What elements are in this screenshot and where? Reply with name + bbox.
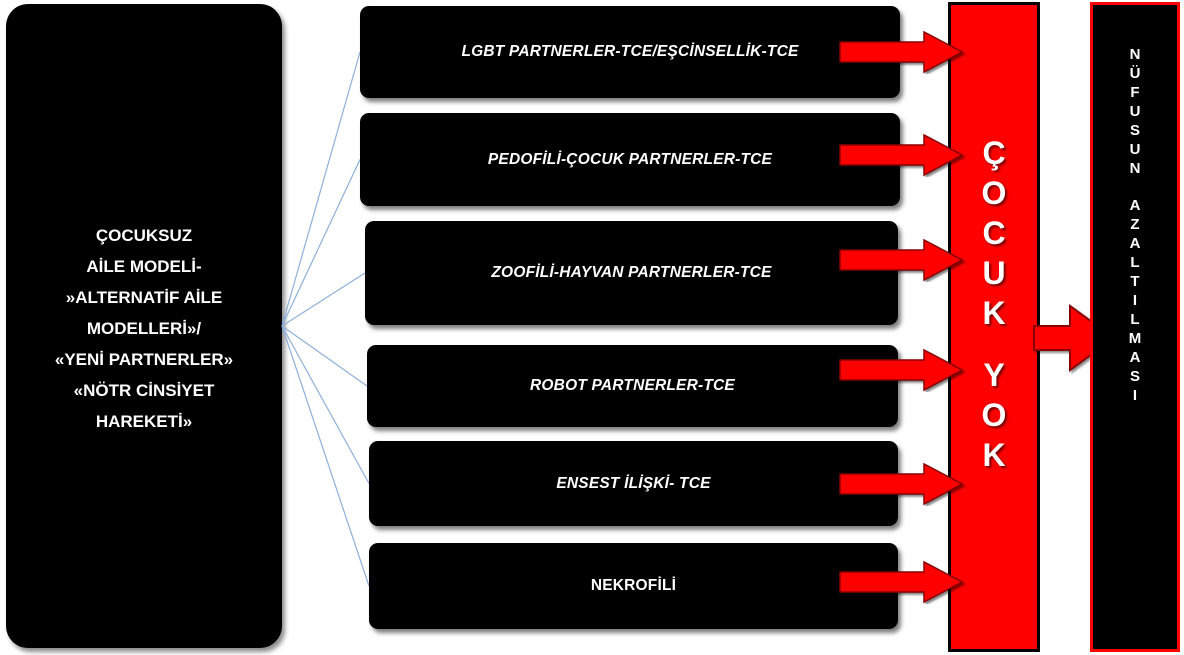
result-letter: C (982, 215, 1006, 251)
result-letter: K (982, 295, 1006, 331)
root-line: HAREKETİ» (95, 411, 193, 431)
branch-label: LGBT PARTNERLER-TCE/EŞCİNSELLİK-TCE (461, 43, 799, 60)
result-letter: O (981, 175, 1007, 211)
branch-box (369, 441, 898, 526)
right-arrow-icon (838, 348, 968, 392)
outcome-letter: M (1128, 330, 1142, 347)
outcome-letter: N (1129, 46, 1141, 63)
root-line: ÇOCUKSUZ (95, 225, 193, 245)
result-letter: Ç (982, 135, 1006, 171)
outcome-letter: Z (1130, 216, 1140, 233)
outcome-bar-nufusun-azaltilmasi (1090, 2, 1180, 652)
outcome-letter: I (1132, 387, 1138, 404)
branch-label: ENSEST İLİŞKİ- TCE (556, 474, 711, 492)
root-line: AİLE MODELİ- (86, 256, 202, 276)
outcome-letter: S (1129, 122, 1140, 139)
outcome-letter: T (1130, 273, 1140, 290)
outcome-letter: L (1130, 254, 1140, 271)
branch-box (360, 113, 900, 206)
outcome-letter: A (1129, 197, 1141, 214)
outcome-letter: I (1132, 292, 1138, 309)
outcome-letter: U (1129, 141, 1141, 158)
root-line: »ALTERNATİF AİLE (65, 287, 223, 307)
branch-box (369, 543, 898, 629)
result-bar-cocuk-yok (948, 2, 1040, 652)
right-arrow-icon (838, 133, 968, 177)
outcome-letter: N (1129, 160, 1141, 177)
right-arrow-icon (838, 238, 968, 282)
right-arrow-icon (838, 30, 968, 74)
branch-label: ZOOFİLİ-HAYVAN PARTNERLER-TCE (491, 264, 772, 281)
outcome-text (1093, 45, 1177, 405)
branch-box (360, 6, 900, 98)
connector-line (282, 326, 369, 586)
connector-line (282, 326, 369, 484)
result-letter: K (982, 437, 1006, 473)
outcome-letter: A (1129, 235, 1141, 252)
root-line: MODELLERİ»/ (86, 318, 202, 338)
branch-label: NEKROFİLİ (590, 577, 677, 594)
root-line: «YENİ PARTNERLER» (54, 349, 234, 369)
outcome-letter: F (1130, 84, 1140, 101)
outcome-letter: Ü (1129, 65, 1141, 82)
outcome-letter: U (1129, 103, 1141, 120)
outcome-letter: A (1129, 349, 1141, 366)
connector-line (282, 52, 360, 326)
result-letter: Y (983, 357, 1005, 393)
result-text (951, 133, 1037, 475)
root-line: «NÖTR CİNSİYET (73, 380, 215, 400)
branch-box (367, 345, 898, 427)
right-arrow-icon (838, 560, 968, 604)
connector-line (282, 326, 367, 386)
branch-label: PEDOFİLİ-ÇOCUK PARTNERLER-TCE (487, 150, 773, 168)
outcome-letter: L (1130, 311, 1140, 328)
result-letter: U (982, 255, 1006, 291)
right-arrow-icon (838, 462, 968, 506)
outcome-letter: S (1129, 368, 1140, 385)
result-letter: O (981, 397, 1007, 433)
branch-label: ROBOT PARTNERLER-TCE (530, 377, 735, 394)
branch-box (365, 221, 898, 325)
